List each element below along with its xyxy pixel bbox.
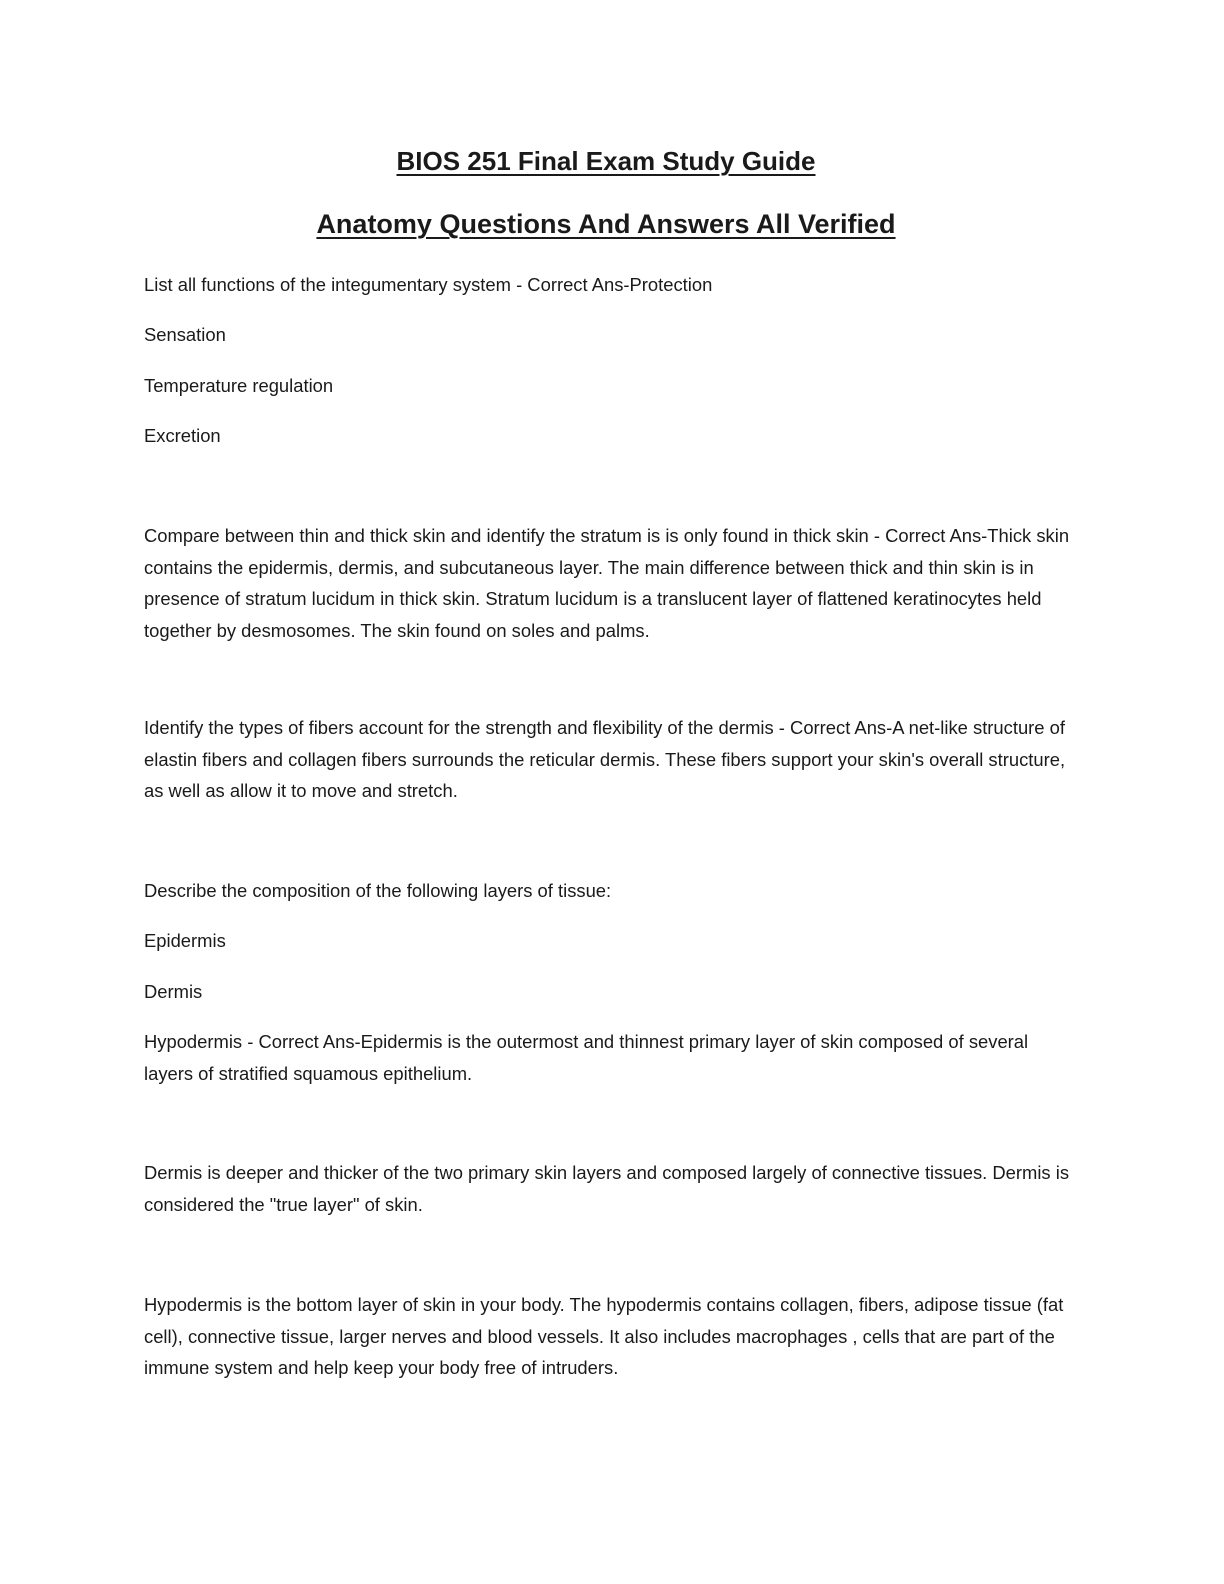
- answer-item-sensation: Sensation: [144, 324, 226, 345]
- list-item-epidermis: Epidermis: [144, 930, 226, 951]
- answer-epidermis: Hypodermis - Correct Ans-Epidermis is the outermost and thinnest primary layer of skin composed of several layers of stratified squamous epithelium.: [144, 1031, 1029, 1084]
- answer-item-temperature-regulation: Temperature regulation: [144, 375, 334, 396]
- question-integumentary-functions: List all functions of the integumentary system - Correct Ans-Protection: [144, 274, 713, 295]
- document-subtitle: Anatomy Questions And Answers All Verified: [316, 209, 896, 239]
- answer-hypodermis: Hypodermis is the bottom layer of skin in your body. The hypodermis contains collagen, fibers, adipose tissue (fat cell), connective tissue, larger nerves and blood vessels. It also includes macrophages , cells that are part of the immune system and help keep your body free of intruders.: [144, 1294, 1064, 1378]
- list-item-dermis: Dermis: [144, 981, 203, 1002]
- question-dermis-fibers: Identify the types of fibers account for the strength and flexibility of the dermis - Correct Ans-A net-like structure of elastin fibers and collagen fibers surrounds the reticular dermis. These fibers support your skin's overall structure, as well as allow it to move and stretch.: [144, 717, 1066, 801]
- document-title: BIOS 251 Final Exam Study Guide: [396, 146, 816, 176]
- answer-dermis: Dermis is deeper and thicker of the two primary skin layers and composed largely of connective tissues. Dermis is considered the "true layer" of skin.: [144, 1162, 1070, 1215]
- question-thin-thick-skin: Compare between thin and thick skin and identify the stratum is is only found in thick skin - Correct Ans-Thick skin contains the epidermis, dermis, and subcutaneous layer. The main difference between thick and thin skin is in presence of stratum lucidum in thick skin. Stratum lucidum is a translucent layer of flattened keratinocytes held together by desmosomes. The skin found on soles and palms.: [144, 525, 1070, 641]
- answer-item-excretion: Excretion: [144, 425, 221, 446]
- question-tissue-layers: Describe the composition of the following layers of tissue:: [144, 880, 612, 901]
